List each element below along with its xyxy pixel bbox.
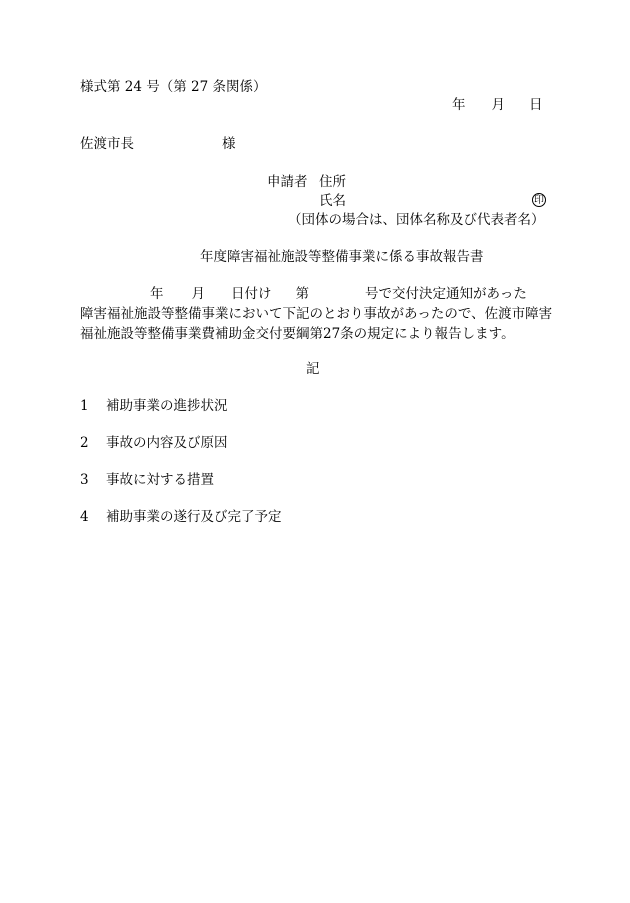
item-number: 3 xyxy=(80,472,89,488)
addressee-honorific: 様 xyxy=(222,136,236,152)
item-text: 補助事業の遂行及び完了予定 xyxy=(106,509,282,525)
body-line-1 xyxy=(80,288,527,302)
item-text: 事故の内容及び原因 xyxy=(106,435,228,451)
date-line xyxy=(452,99,543,113)
address-label: 住所 xyxy=(319,174,346,190)
body-year: 年 xyxy=(150,286,164,302)
addressee xyxy=(80,138,236,152)
name-label: 氏名 xyxy=(319,193,346,209)
date-day: 日 xyxy=(529,97,543,113)
item-text: 事故に対する措置 xyxy=(106,472,214,488)
group-note: （団体の場合は、団体名称及び代表者名） xyxy=(288,212,545,228)
date-month: 月 xyxy=(491,97,505,113)
body-dai: 第 xyxy=(295,286,309,302)
body-line1-rest: 号で交付決定通知があった xyxy=(365,286,527,302)
list-item xyxy=(80,511,282,525)
item-number: 2 xyxy=(80,435,89,451)
body-line-2: 障害福祉施設等整備事業において下記のとおり事故があったので、佐渡市障害 xyxy=(80,306,553,322)
list-item xyxy=(80,474,214,488)
applicant-label: 申請者 xyxy=(267,174,308,190)
item-number: 1 xyxy=(80,398,89,414)
date-year: 年 xyxy=(452,97,466,113)
list-item xyxy=(80,400,228,414)
ki-heading: 記 xyxy=(306,361,320,377)
item-text: 補助事業の進捗状況 xyxy=(106,398,228,414)
body-month: 月 xyxy=(191,286,205,302)
body-day: 日付け xyxy=(231,286,272,302)
addressee-name: 佐渡市長 xyxy=(80,136,134,152)
document-title: 年度障害福祉施設等整備事業に係る事故報告書 xyxy=(200,249,484,265)
body-line-3: 福祉施設等整備事業費補助金交付要綱第27条の規定により報告します。 xyxy=(80,326,515,342)
seal-icon: 印 xyxy=(534,195,544,206)
form-number: 様式第 24 号（第 27 条関係） xyxy=(80,79,267,95)
list-item xyxy=(80,437,228,451)
item-number: 4 xyxy=(80,509,89,525)
